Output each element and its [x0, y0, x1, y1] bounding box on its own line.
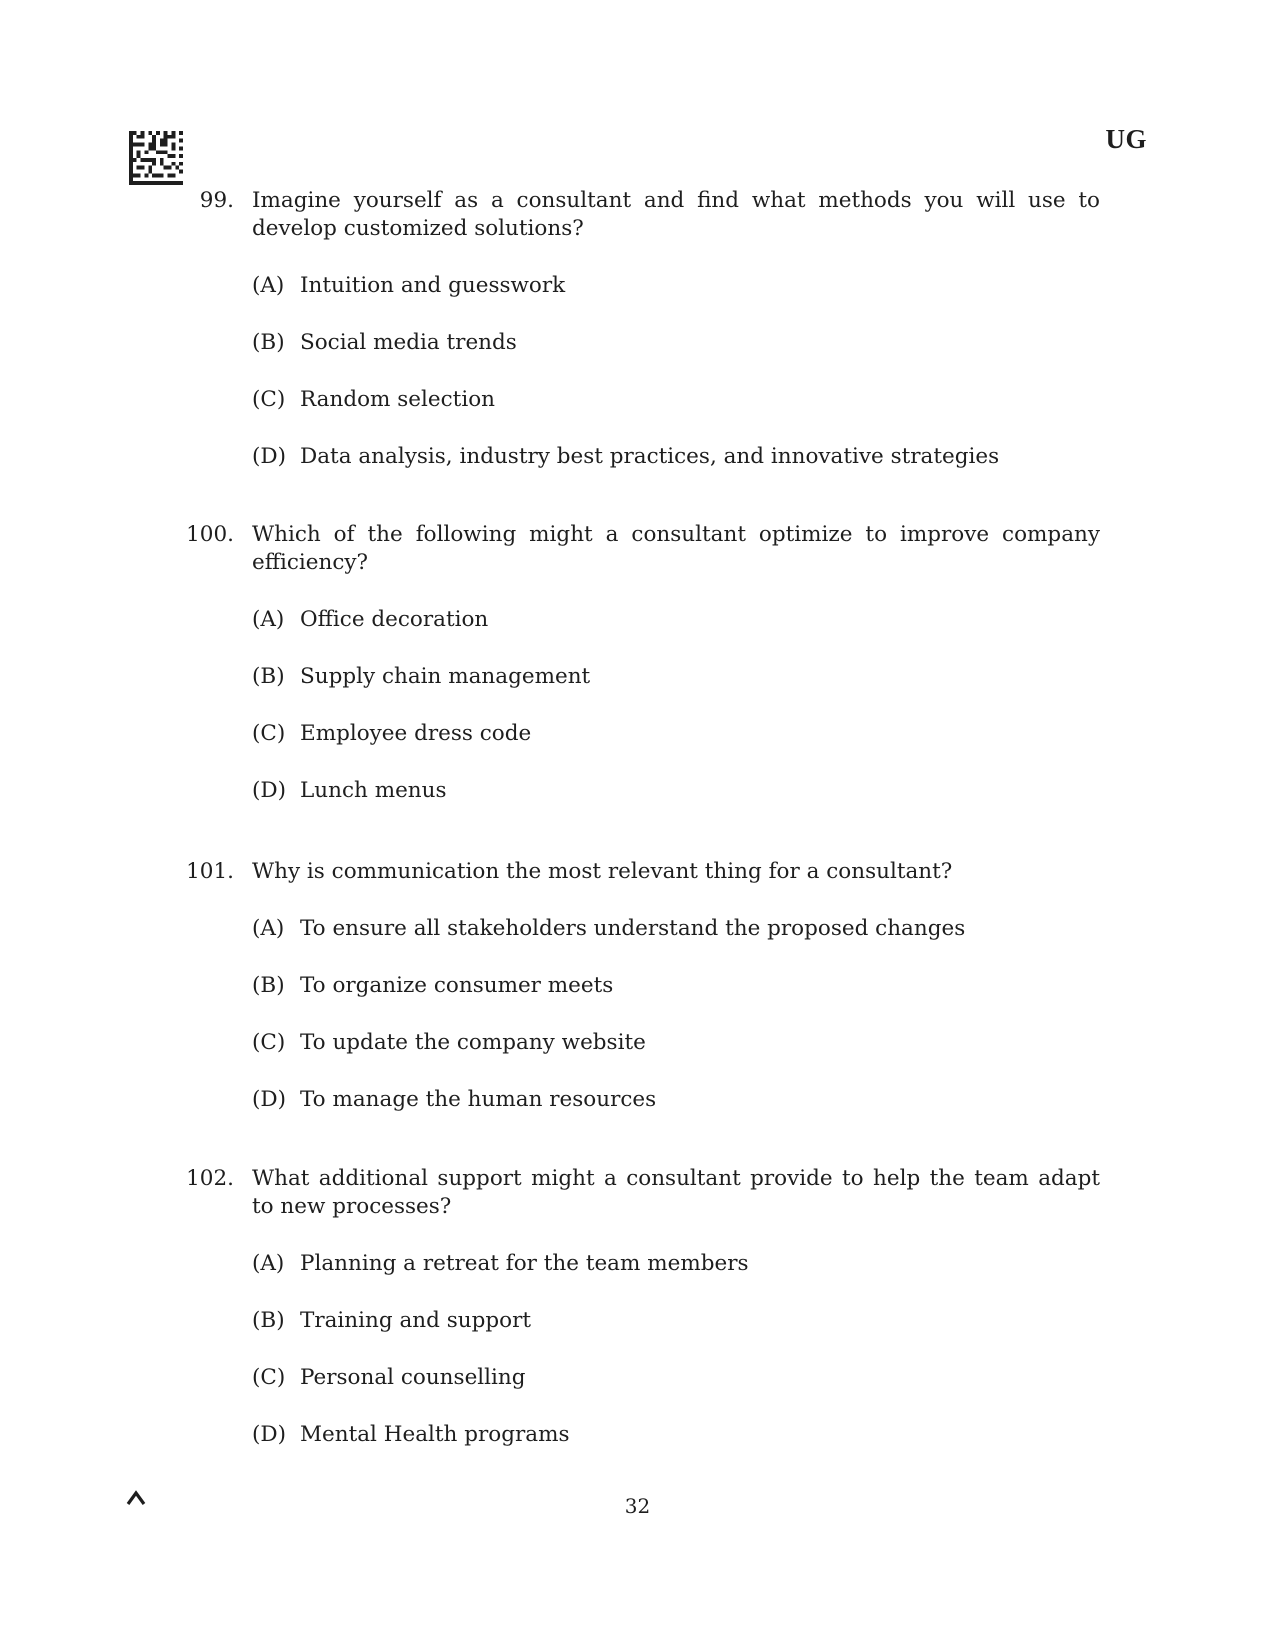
- option-text: To manage the human resources: [300, 1087, 657, 1112]
- option-letter: (D): [252, 778, 287, 803]
- option-text: Lunch menus: [300, 778, 447, 803]
- question-text: What additional support might a consultant provide to help the team adapt to new processes?: [252, 1166, 1100, 1219]
- option-d: [252, 1086, 1100, 1114]
- question-text: Why is communication the most relevant thing for a consultant?: [252, 859, 953, 884]
- option-b: [252, 1307, 1100, 1335]
- option-letter: (C): [252, 721, 286, 746]
- option-a: [252, 272, 1100, 300]
- question-text: Imagine yourself as a consultant and find what methods you will use to develop customized solutions?: [252, 188, 1100, 241]
- option-letter: (D): [252, 444, 287, 469]
- option-letter: (A): [252, 607, 285, 632]
- option-a: [252, 606, 1100, 634]
- option-text: Random selection: [300, 387, 495, 412]
- datamatrix-barcode-icon: [129, 131, 183, 185]
- option-a: [252, 915, 1100, 943]
- option-d: [252, 777, 1100, 805]
- question-101: [180, 858, 1100, 1114]
- question-number: 102.: [186, 1166, 234, 1191]
- question-number: 99.: [199, 188, 234, 213]
- option-d: [252, 1421, 1100, 1449]
- option-b: [252, 329, 1100, 357]
- question-number: 101.: [186, 859, 234, 884]
- option-text: Intuition and guesswork: [300, 273, 566, 298]
- option-text: Mental Health programs: [300, 1422, 570, 1447]
- option-letter: (B): [252, 1308, 285, 1333]
- option-a: [252, 1250, 1100, 1278]
- option-text: Employee dress code: [300, 721, 532, 746]
- option-text: Supply chain management: [300, 664, 591, 689]
- option-b: [252, 663, 1100, 691]
- option-text: Planning a retreat for the team members: [300, 1251, 749, 1276]
- option-text: Office decoration: [300, 607, 489, 632]
- option-letter: (B): [252, 664, 285, 689]
- option-text: To ensure all stakeholders understand the proposed changes: [300, 916, 966, 941]
- question-text: Which of the following might a consultant optimize to improve company efficiency?: [252, 522, 1100, 575]
- option-b: [252, 972, 1100, 1000]
- paper-code: UG: [1105, 124, 1147, 154]
- option-c: [252, 720, 1100, 748]
- option-letter: (C): [252, 387, 286, 412]
- question-number: 100.: [186, 522, 234, 547]
- option-d: [252, 443, 1100, 471]
- option-letter: (C): [252, 1365, 286, 1390]
- option-text: To organize consumer meets: [300, 973, 614, 998]
- option-text: Personal counselling: [300, 1365, 526, 1390]
- option-letter: (A): [252, 916, 285, 941]
- page-number: 32: [624, 1494, 651, 1518]
- option-text: To update the company website: [300, 1030, 646, 1055]
- option-letter: (D): [252, 1087, 287, 1112]
- option-letter: (B): [252, 330, 285, 355]
- option-letter: (A): [252, 273, 285, 298]
- option-text: Data analysis, industry best practices, and innovative strategies: [300, 444, 1000, 469]
- option-text: Training and support: [300, 1308, 532, 1333]
- question-99: [180, 187, 1100, 471]
- option-letter: (A): [252, 1251, 285, 1276]
- option-text: Social media trends: [300, 330, 517, 355]
- option-letter: (B): [252, 973, 285, 998]
- option-letter: (C): [252, 1030, 286, 1055]
- option-letter: (D): [252, 1422, 287, 1447]
- option-c: [252, 1029, 1100, 1057]
- option-c: [252, 386, 1100, 414]
- question-102: [180, 1165, 1100, 1449]
- option-c: [252, 1364, 1100, 1392]
- question-100: [180, 521, 1100, 805]
